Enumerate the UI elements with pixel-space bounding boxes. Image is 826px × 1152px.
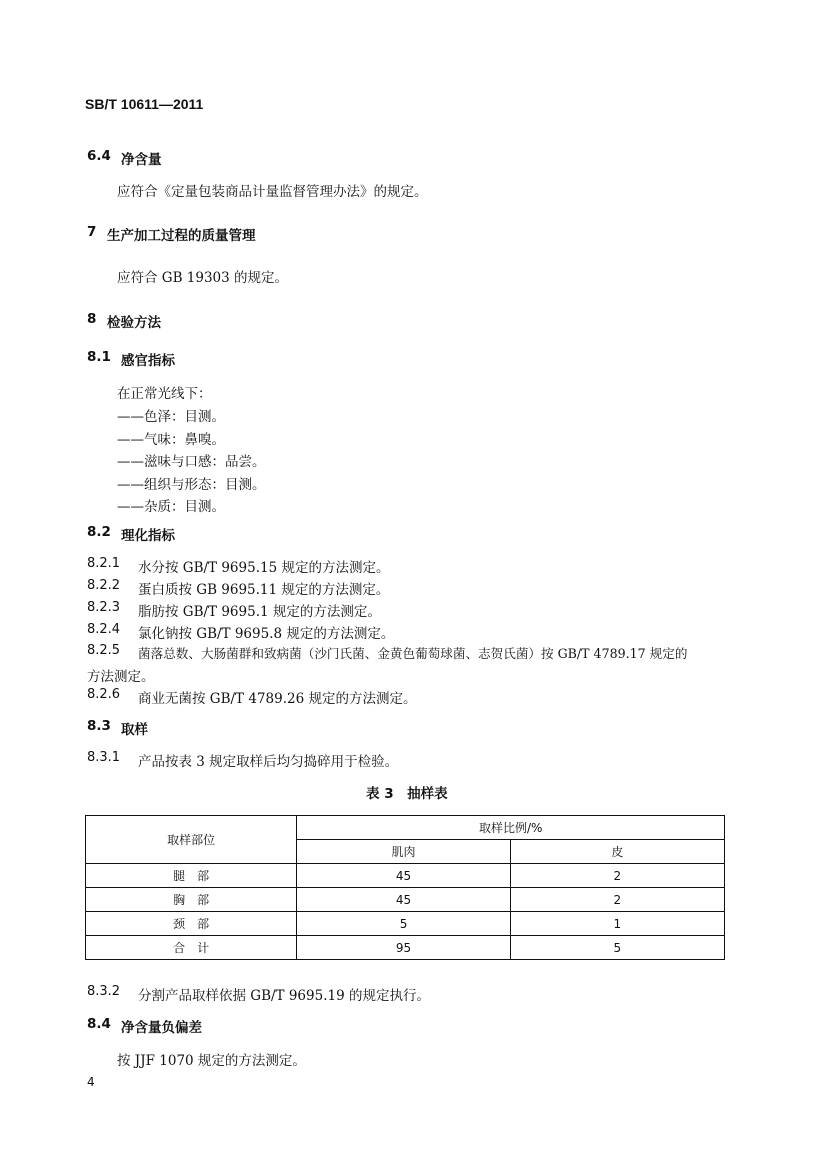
document-code: SB/T 10611—2011 bbox=[85, 96, 204, 112]
clause-text: 脂肪按 GB/T 9695.1 规定的方法测定。 bbox=[138, 604, 381, 620]
section-8-1-intro: 在正常光线下： bbox=[117, 386, 212, 402]
section-7-title: 生产加工过程的质量管理 bbox=[107, 228, 256, 244]
section-7-body: 应符合 GB 19303 的规定。 bbox=[117, 270, 289, 286]
list-item: ——杂质：目测。 bbox=[117, 499, 225, 515]
page-number: 4 bbox=[87, 1075, 95, 1089]
section-8-3-title: 取样 bbox=[121, 722, 148, 738]
section-8-number: 8 bbox=[87, 311, 97, 327]
list-item: ——组织与形态：目测。 bbox=[117, 477, 266, 493]
table-row-total bbox=[86, 936, 725, 960]
header-sampling-part: 取样部位 bbox=[86, 816, 297, 864]
table-caption: 表 3 抽样表 bbox=[366, 786, 448, 802]
clause-number: 8.2.5 bbox=[87, 643, 121, 658]
clause-number: 8.2.2 bbox=[87, 578, 121, 593]
table-row bbox=[86, 912, 725, 936]
section-8-3-number: 8.3 bbox=[87, 718, 111, 734]
clause-number: 8.2.3 bbox=[87, 600, 121, 615]
section-8-4-title: 净含量负偏差 bbox=[121, 1020, 202, 1036]
list-item: ——色泽：目测。 bbox=[117, 409, 225, 425]
section-8-2-title: 理化指标 bbox=[121, 528, 175, 544]
section-8-1-title: 感官指标 bbox=[121, 353, 175, 369]
clause-text-continued: 方法测定。 bbox=[87, 669, 155, 685]
header-skin: 皮 bbox=[510, 840, 724, 864]
section-6-4-number: 6.4 bbox=[87, 148, 111, 164]
list-item: ——气味：鼻嗅。 bbox=[117, 432, 225, 448]
table-row bbox=[86, 888, 725, 912]
header-sampling-ratio: 取样比例/% bbox=[297, 816, 725, 840]
row-meat: 45 bbox=[297, 888, 510, 912]
clause-text: 菌落总数、大肠菌群和致病菌（沙门氏菌、金黄色葡萄球菌、志贺氏菌）按 GB/T 4789.17 规定的 bbox=[138, 646, 688, 661]
row-meat: 45 bbox=[297, 864, 510, 888]
row-part: 胸 部 bbox=[86, 888, 297, 912]
row-skin: 2 bbox=[510, 864, 724, 888]
row-skin: 5 bbox=[510, 936, 724, 960]
section-6-4-title: 净含量 bbox=[121, 152, 162, 168]
clause-text: 蛋白质按 GB 9695.11 规定的方法测定。 bbox=[138, 582, 390, 598]
row-part: 颈 部 bbox=[86, 912, 297, 936]
row-skin: 2 bbox=[510, 888, 724, 912]
row-part: 合 计 bbox=[86, 936, 297, 960]
clause-text: 氯化钠按 GB/T 9695.8 规定的方法测定。 bbox=[138, 626, 395, 642]
row-skin: 1 bbox=[510, 912, 724, 936]
clause-number: 8.3.1 bbox=[87, 750, 121, 765]
clause-number: 8.2.4 bbox=[87, 622, 121, 637]
clause-text: 商业无菌按 GB/T 4789.26 规定的方法测定。 bbox=[138, 691, 417, 707]
table-row bbox=[86, 864, 725, 888]
section-8-4-body: 按 JJF 1070 规定的方法测定。 bbox=[117, 1053, 306, 1069]
list-item: ——滋味与口感：品尝。 bbox=[117, 454, 266, 470]
row-meat: 95 bbox=[297, 936, 510, 960]
row-meat: 5 bbox=[297, 912, 510, 936]
clause-number: 8.2.6 bbox=[87, 687, 121, 702]
header-meat: 肌肉 bbox=[297, 840, 510, 864]
section-8-4-number: 8.4 bbox=[87, 1016, 111, 1032]
clause-number: 8.3.2 bbox=[87, 984, 121, 999]
clause-text: 分割产品取样依据 GB/T 9695.19 的规定执行。 bbox=[138, 988, 430, 1004]
section-8-2-number: 8.2 bbox=[87, 524, 111, 540]
row-part: 腿 部 bbox=[86, 864, 297, 888]
clause-number: 8.2.1 bbox=[87, 556, 121, 571]
section-8-1-number: 8.1 bbox=[87, 349, 111, 365]
clause-text: 水分按 GB/T 9695.15 规定的方法测定。 bbox=[138, 560, 390, 576]
section-8-title: 检验方法 bbox=[107, 315, 161, 331]
section-7-number: 7 bbox=[87, 224, 97, 240]
sampling-table bbox=[85, 815, 725, 960]
section-6-4-body: 应符合《定量包装商品计量监督管理办法》的规定。 bbox=[117, 184, 428, 200]
clause-text: 产品按表 3 规定取样后均匀捣碎用于检验。 bbox=[138, 754, 399, 770]
